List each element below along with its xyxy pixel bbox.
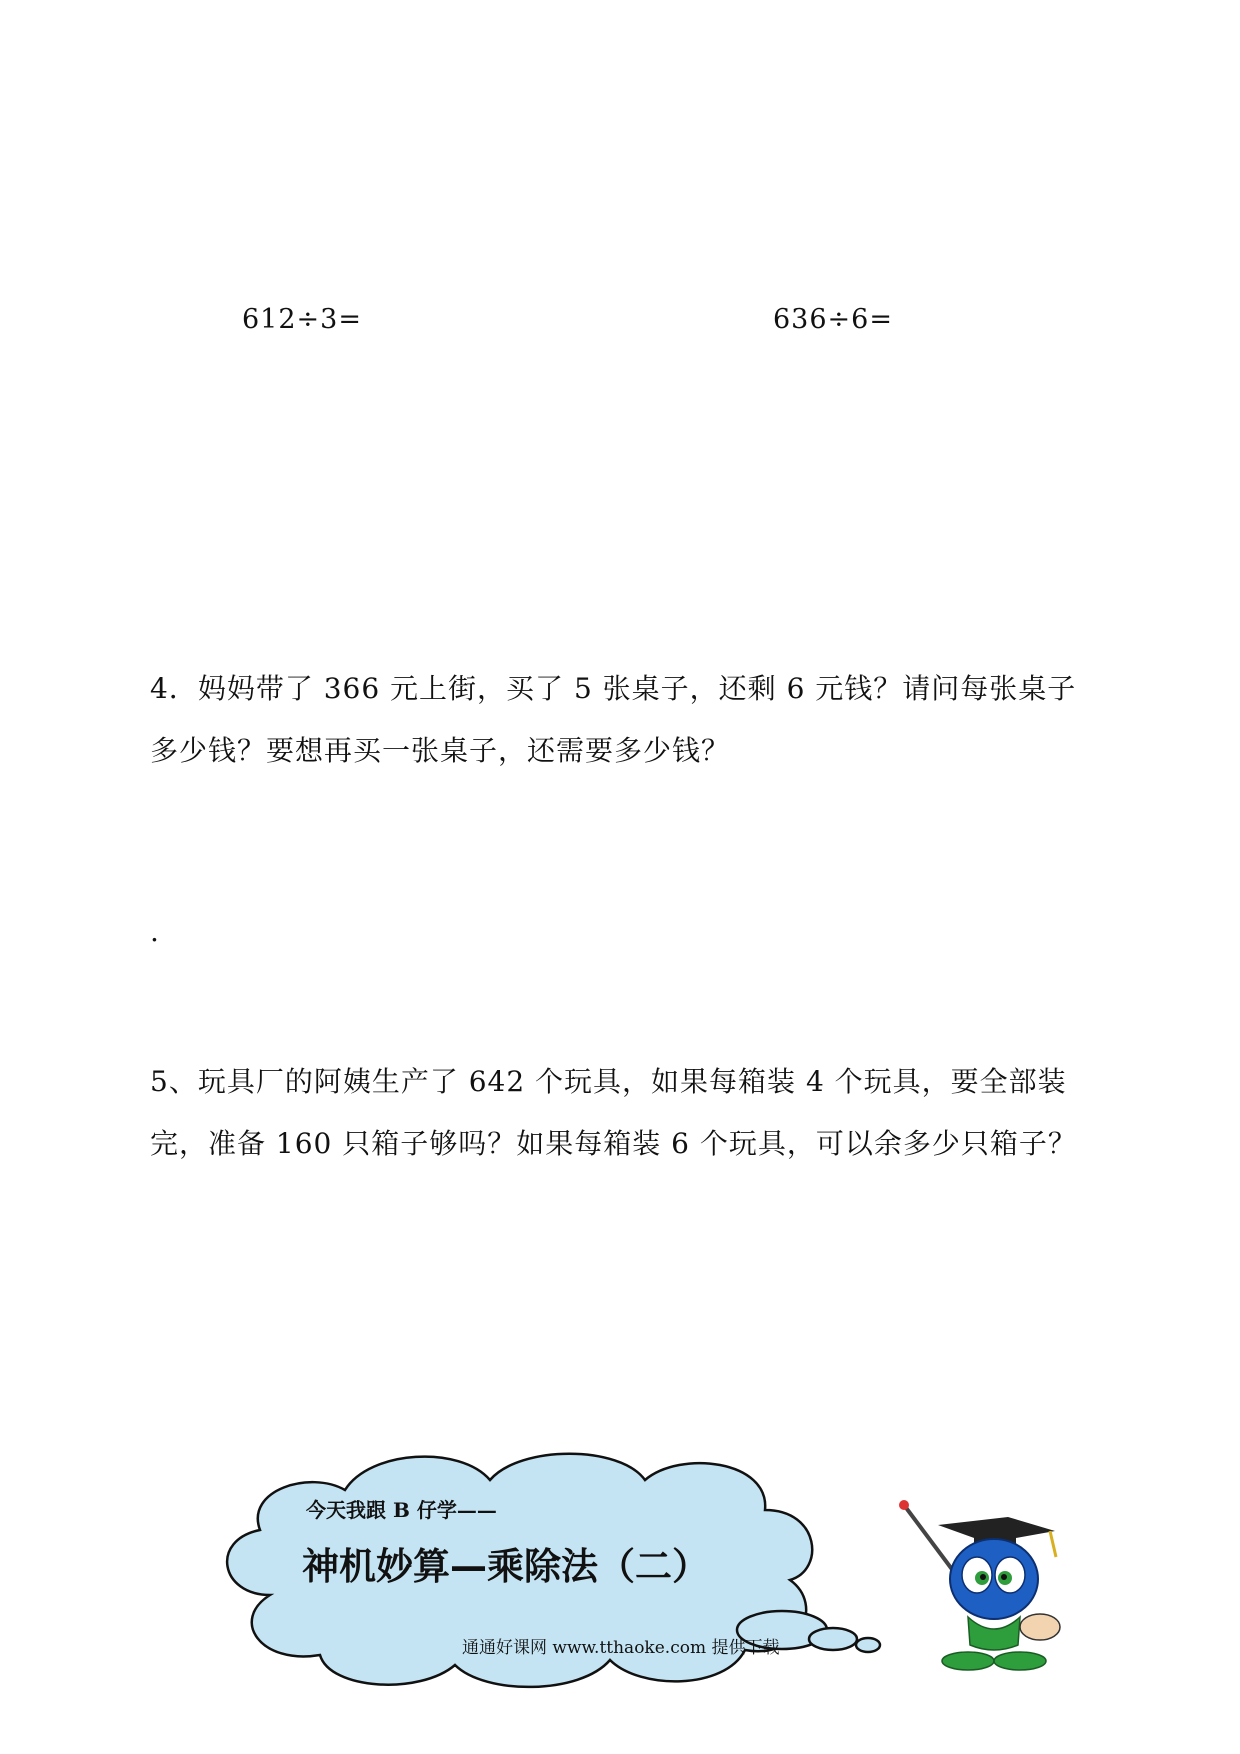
separator-dot: . xyxy=(150,915,159,948)
banner-title: 神机妙算—乘除法（二） xyxy=(302,1545,709,1588)
problem-5 xyxy=(150,1051,1110,1175)
footer-credit: 通通好课网 www.tthaoke.com 提供下载 xyxy=(462,1638,780,1658)
problem-4-line-2: 多少钱？要想再买一张桌子，还需要多少钱？ xyxy=(150,734,731,767)
graduate-mascot-icon xyxy=(890,1495,1080,1675)
banner-subtitle: 今天我跟 B 仔学—— xyxy=(306,1498,497,1522)
equation-left: 612÷3= xyxy=(242,304,362,335)
problem-4 xyxy=(150,658,1110,782)
equation-right: 636÷6= xyxy=(773,304,893,335)
problem-4-line-1: 4．妈妈带了 366 元上街，买了 5 张桌子，还剩 6 元钱？请问每张桌子 xyxy=(150,672,1077,705)
problem-5-line-1: 5、玩具厂的阿姨生产了 642 个玩具，如果每箱装 4 个玩具，要全部装 xyxy=(150,1065,1067,1098)
problem-5-line-2: 完，准备 160 只箱子够吗？如果每箱装 6 个玩具，可以余多少只箱子？ xyxy=(150,1127,1077,1160)
